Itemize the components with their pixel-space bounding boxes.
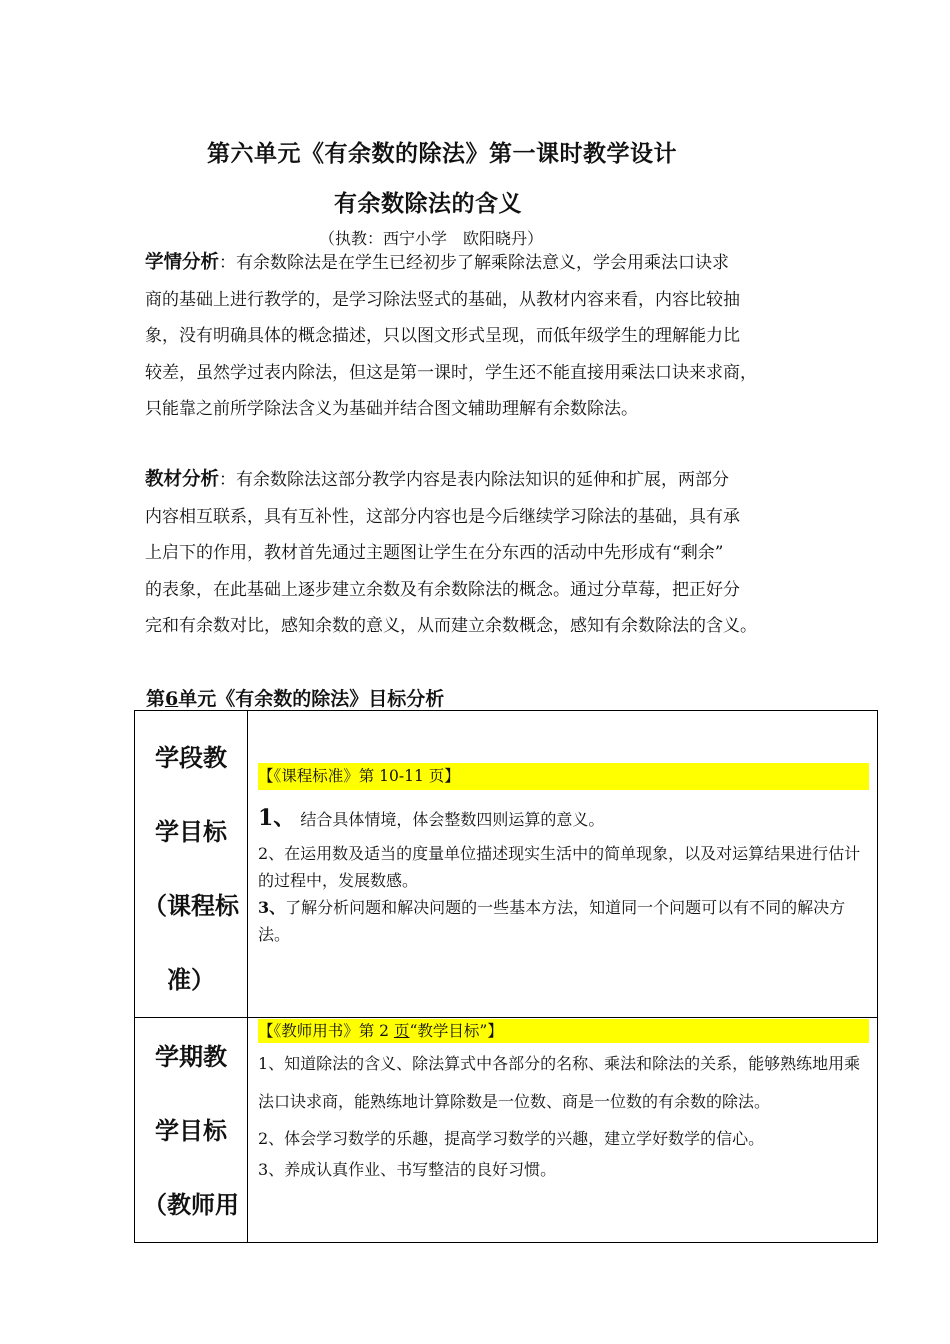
stage-goal-2: 2、在运用数及适当的度量单位描述现实生活中的简单现象，以及对运算结果进行估计的过程中，发展数感。 xyxy=(258,844,861,890)
stage-goal-3 xyxy=(258,894,869,948)
material-analysis-line-1 xyxy=(145,462,811,499)
goals-table xyxy=(134,710,878,1243)
reference-part: “教学目标”】 xyxy=(409,1022,503,1040)
student-analysis-heading: 学情分析 xyxy=(145,252,220,273)
teacher-book-reference xyxy=(258,1019,869,1043)
document-subtitle: 有余数除法的含义 xyxy=(334,190,522,217)
term-goals-content-cell xyxy=(248,1018,878,1243)
row-label-line: 学目标 xyxy=(155,817,227,846)
term-goal-2: 2、体会学习数学的乐趣，提高学习数学的兴趣，建立学好数学的信心。 xyxy=(258,1129,765,1148)
student-analysis-line-4: 较差，虽然学过表内除法，但这是第一课时，学生还不能直接用乘法口诀来求商， xyxy=(145,362,757,383)
row-label-line: （教师用 xyxy=(143,1190,239,1219)
material-analysis-paragraph xyxy=(145,462,811,645)
student-analysis-line-1 xyxy=(145,245,811,282)
stage-goal-1-text: 结合具体情境，体会整数四则运算的意义。 xyxy=(295,810,605,829)
term-goal-1: 1、知道除法的含义、除法算式中各部分的名称、乘法和除法的关系，能够熟练地用乘法口诀求商，能熟练地计算除数是一位数、商是一位数的有余数的除法。 xyxy=(258,1054,861,1111)
row-label-line: 学目标 xyxy=(155,1116,227,1145)
row-label-line: 学段教 xyxy=(155,743,227,772)
stage-goal-1 xyxy=(258,800,869,838)
material-analysis-text-1: 有余数除法这部分教学内容是表内除法知识的延伸和扩展，两部分 xyxy=(236,470,730,490)
reference-part: 【《教师用书》第 2 xyxy=(258,1022,394,1040)
stage-goals-label-cell xyxy=(135,711,248,1018)
student-analysis-line-5: 只能靠之前所学除法含义为基础并结合图文辅助理解有余数除法。 xyxy=(145,399,638,419)
row-label-line: 准） xyxy=(167,965,215,994)
curriculum-reference: 【《课程标准》第 10-11 页】 xyxy=(258,763,869,790)
student-analysis-paragraph xyxy=(145,245,811,428)
goals-title-number: 6 xyxy=(165,688,179,710)
term-goals-label-cell xyxy=(135,1018,248,1243)
material-analysis-heading: 教材分析 xyxy=(145,469,220,490)
stage-goal-1-number: 1、 xyxy=(258,805,296,831)
term-goal-3: 3、养成认真作业、书写整洁的良好习惯。 xyxy=(258,1160,557,1179)
goals-section-title xyxy=(146,684,444,711)
material-analysis-line-5: 完和有余数对比，感知余数的意义，从而建立余数概念，感知有余数除法的含义。 xyxy=(145,616,757,636)
heading-separator: ： xyxy=(219,470,237,490)
student-analysis-line-2: 商的基础上进行教学的，是学习除法竖式的基础，从教材内容来看，内容比较抽 xyxy=(145,289,740,310)
row-label-line: （课程标 xyxy=(143,891,239,920)
material-analysis-line-4: 的表象，在此基础上逐步建立余数及有余数除法的概念。通过分草莓，把正好分 xyxy=(145,579,740,600)
row-label-line: 学期教 xyxy=(155,1042,227,1071)
student-analysis-line-3: 象，没有明确具体的概念描述，只以图文形式呈现，而低年级学生的理解能力比 xyxy=(145,326,740,346)
byline: （执教：西宁小学 欧阳晓丹） xyxy=(319,229,544,248)
table-row-stage-goals xyxy=(135,711,878,1018)
stage-goal-3-number: 3、 xyxy=(258,898,286,917)
heading-separator: ： xyxy=(219,253,237,273)
stage-goals-content-cell xyxy=(248,711,878,1018)
reference-page: 页 xyxy=(393,1022,410,1040)
student-analysis-text-1: 有余数除法是在学生已经初步了解乘除法意义，学会用乘法口诀求 xyxy=(236,253,730,273)
stage-goal-3-text: 了解分析问题和解决问题的一些基本方法，知道同一个问题可以有不同的解决方法。 xyxy=(258,898,846,944)
goals-title-rest: 单元《有余数的除法》目标分析 xyxy=(178,688,445,710)
table-row-term-goals xyxy=(135,1018,878,1243)
material-analysis-line-2: 内容相互联系，具有互补性，这部分内容也是今后继续学习除法的基础，具有承 xyxy=(145,506,740,527)
document-title: 第六单元《有余数的除法》第一课时教学设计 xyxy=(207,140,677,167)
material-analysis-line-3: 上启下的作用，教材首先通过主题图让学生在分东西的活动中先形成有“剩余” xyxy=(145,543,724,563)
goals-title-prefix: 第 xyxy=(146,688,166,710)
